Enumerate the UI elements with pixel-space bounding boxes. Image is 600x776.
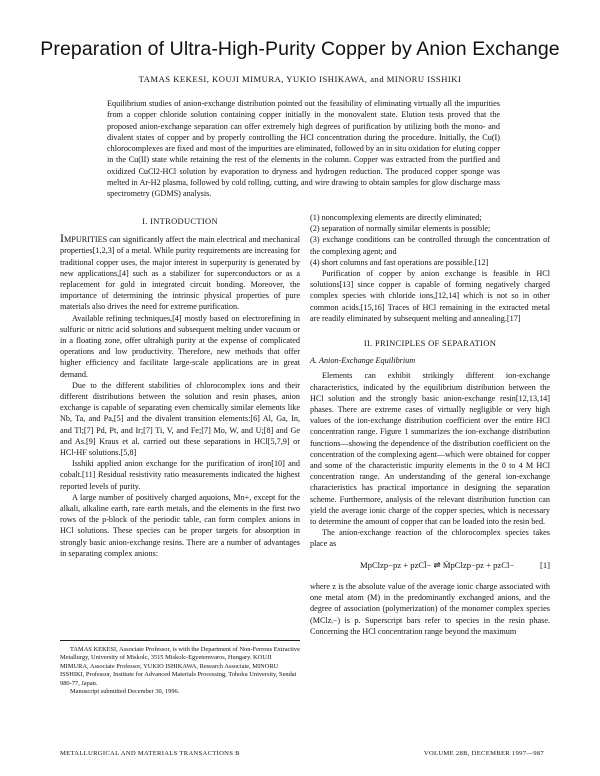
footnote-submission: Manuscript submitted December 30, 1996. [70, 688, 180, 696]
right-paragraph-1: Purification of copper by anion exchange is feasible in HCl solutions[13] since copper is capable of forming negatively charged complex species with chloride ions,[12,14] which is not so in other common acids.[15,16] Traces of HCl remaining in the extracted metal are readily eliminated by subsequent melting and annealing.[17] [310, 269, 550, 323]
equation-1 [360, 560, 550, 571]
footnotes [60, 640, 300, 696]
intro-paragraph-1 [60, 233, 300, 312]
right-paragraph-2: Elements can exhibit strikingly different ion-exchange characteristics, indicated by the equilibrium distribution between the HCl solution and the strongly basic anion-exchange resin[12,13,14] phases. There are extreme cases of virtually negligible or very high values of the ion-exchange distribution coefficient over the entire HCl concentration range. Figure 1 summarizes the ion-exchange distribution functions—showing the dependence of the distribution coefficient on the concentration of the complexing agent—which were obtained for copper and some of the characteristic impurity elements in the 0 to 4 M HCl concentration range. An understanding of the general ion-exchange characteristics has practical importance in designing the separation scheme. Furthermore, analysis of the relevant distribution function can yield the average ionic charge of the copper species, which is necessary to determine the amount of copper that can be loaded into the resin bed. [310, 371, 550, 527]
advantage-list-item-1: (1) noncomplexing elements are directly eliminated; [310, 213, 482, 222]
abstract: Equilibrium studies of anion-exchange distribution pointed out the feasibility of eliminating virtually all the impurities from a copper chloride solution containing copper initially in the monovalent state. Elution tests proved that the proposed anion-exchange separation can offer extremely high degrees of purification by utilizing both the mono- and divalent states of copper and by properly controlling the HCl concentration during the procedure. Initially, the Cu(I) chlorocomplexes are fixed and most of the impurities are eliminated, followed by an in situ oxidation for eluting copper in the Cu(II) state while retaining the rest of the elements in the column. Copper was extracted from the purified and oxidized CuCl2-HCl solution by evaporation to dryness and hydrogen reduction. The produced copper sponge was melted in Ar-H2 plasma, followed by cold rolling, cutting, and wire drawing to obtain samples for glow discharge mass spectrometry (GDMS) analysis. [107, 99, 500, 199]
equation-number: [1] [539, 559, 550, 570]
intro-paragraph-1-text: MPURITIES can significantly affect the main electrical and mechanical properties[1,2,3] of a metal. While purity requirements are increasing for traditional copper uses, the major interest in superpurity is generated by new applications,[4] such as a stabilizer for superconductors or as a replacement for gold in integrated circuit bonding. Moreover, the importance of determining the intrinsic physical properties of pure materials also drives the need for extreme purification. [60, 235, 300, 312]
section-heading-principles: II. PRINCIPLES OF SEPARATION [363, 338, 497, 349]
author-list: TAMAS KEKESI, KOUJI MIMURA, YUKIO ISHIKAWA, and MINORU ISSHIKI [138, 74, 462, 84]
subsection-heading: A. Anion-Exchange Equilibrium [310, 356, 416, 366]
equation-body: MpClzp−pz + pzCl̄− ⇌ M̄pClzp−pz + pzCl− [360, 559, 515, 570]
advantage-list-item-3: (3) exchange conditions can be controlled through the concentration of the complexing agent; and [310, 235, 550, 256]
drop-cap: I [60, 231, 64, 246]
footnote-affiliations: TAMAS KEKESI, Associate Professor, is with the Department of Non-Ferrous Extractive Metallurgy, University of Miskolc, 3515 Miskolc-Egyetemvaros, Hungary. KOUJI MIMURA, Associate Professor, YUKIO ISHIKAWA, Research Associate, MINORU ISSHIKI, Professor, Institute for Advanced Materials Processing, Tohoku University, Sendai 980-77, Japan. [60, 646, 300, 687]
right-paragraph-3: The anion-exchange reaction of the chlorocomplex species takes place as [310, 528, 550, 549]
footer-volume-page: VOLUME 28B, DECEMBER 1997—987 [423, 750, 544, 757]
intro-paragraph-3: Due to the different stabilities of chlorocomplex ions and their different distributions between the solution and resin phases, anion exchange is capable of separating even chemically similar elements like Nb, Ta, and Pa,[5] and the divalent transition elements:[6] Al, Ga, In, and Tl;[7] Pd, Pt, and Ir;[7] Ti, V, and Fe;[7] Mo, W, and U;[8] and Ge and As.[9] Kraus et al. carried out these separations in HCl[5,7,9] or HCl-HF solutions.[5,8] [60, 380, 300, 458]
intro-paragraph-4: Isshiki applied anion exchange for the purification of iron[10] and cobalt.[11] Residual resistivity ratio measurements indicated the highest reported levels of purity. [60, 459, 300, 491]
section-heading-introduction: I. INTRODUCTION [142, 216, 218, 226]
footer-journal: METALLURGICAL AND MATERIALS TRANSACTIONS B [60, 750, 240, 757]
advantage-list-item-2: (2) separation of normally similar elements is possible; [310, 224, 491, 234]
paper-title: Preparation of Ultra-High-Purity Copper by Anion Exchange [40, 38, 560, 60]
right-column [310, 212, 550, 637]
advantage-list-item-4: (4) short columns and fast operations are possible.[12] [310, 257, 489, 267]
intro-paragraph-2: Available refining techniques,[4] mostly based on electrorefining in sulfuric or nitric acid solutions and subsequent melting under vacuum or in a floating zone, offer ultrahigh purity at the expense of complicated operations and low productivity. Therefore, new methods that offer higher efficiency and facilitate large-scale applications are in great demand. [60, 313, 300, 379]
right-paragraph-4: where z is the absolute value of the average ionic charge associated with one metal atom (M) in the predominantly exchanged anions, and the degree of association (polymerization) of the monomer complex species (MClzᵢ−) is p. Superscript bars refer to species in the resin phase. Concerning the HCl concentration range beyond the maximum [310, 581, 550, 636]
intro-paragraph-5: A large number of positively charged aquoions, Mn+, except for the alkali, alkaline earth, rare earth metals, and the elements in the first two rows of the p-block of the periodic table, can form complex anions in HCl solutions. These species can be proper targets for absorption in strongly basic anion-exchange resins. There are a number of advantages in separating complex anions: [60, 492, 300, 558]
left-column [60, 212, 300, 559]
